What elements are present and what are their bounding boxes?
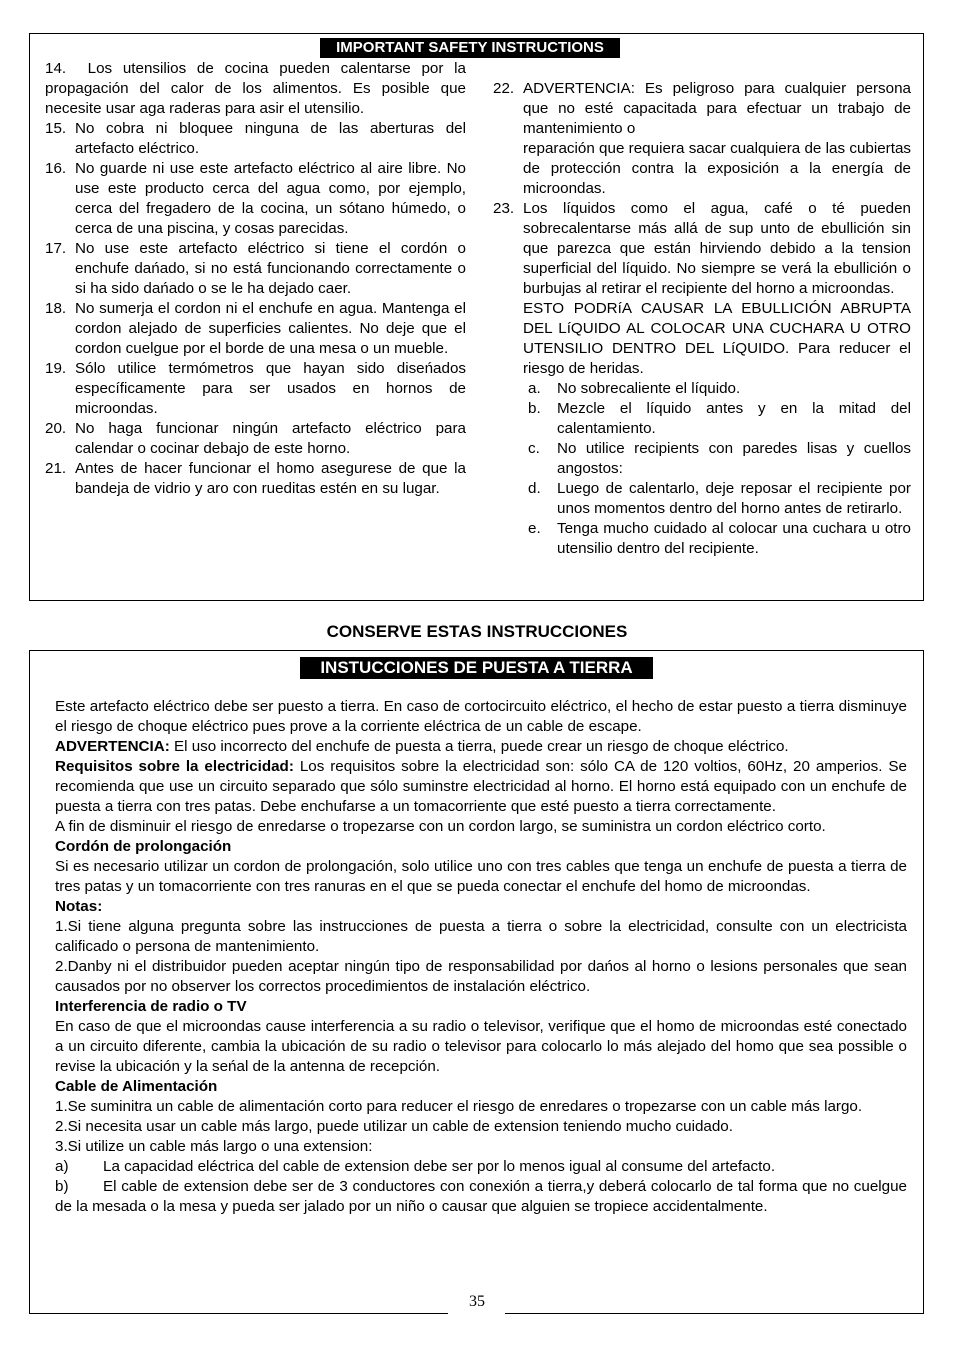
sub-item — [493, 399, 911, 439]
note-2: 2.Danby ni el distribuidor pueden aceptar ningún tipo de responsabilidad por dańos al horno o lesions personales que sean causados por no observer los correctos procedimientos de instalación eléctrico. — [55, 958, 907, 995]
item-text: Los líquidos como el agua, café o té pueden sobrecalentarse más allá de sup unto de ebullición sin que parezca que están hirviendo debido a la tension superficial del líquido. No siempre se verá la ebullición o burbujas al retirar el recipiente del horno a microondas. — [523, 200, 911, 297]
cable-item-letter: b) — [55, 1178, 69, 1195]
item-text: Los utensilios de cocina pueden calentarse por la propagación del calor de los alimentos. Es posible que necesite usar aga raderas para asir el utensilio. — [45, 60, 466, 117]
extension-heading: Cordón de prolongación — [55, 838, 232, 855]
cable-3: 3.Si utilize un cable más largo o una extension: — [55, 1138, 373, 1155]
item-number: 14. — [45, 60, 67, 77]
cable-item-text: La capacidad eléctrica del cable de extension debe ser por lo menos igual al consume del artefacto. — [103, 1158, 776, 1175]
list-item — [45, 159, 466, 239]
cable-heading: Cable de Alimentación — [55, 1078, 218, 1095]
grounding-intro: Este artefacto eléctrico debe ser puesto a tierra. En caso de cortocircuito eléctrico, el hecho de estar puesto a tierra disminuye el riesgo de choque eléctrico pues prove a la corriente eléctrica de un cable de escape. — [55, 698, 907, 735]
item-number: 19. — [45, 360, 67, 377]
sub-letter: d. — [528, 480, 541, 497]
list-item — [45, 59, 466, 119]
item-number: 15. — [45, 120, 67, 137]
sub-letter: e. — [528, 520, 541, 537]
right-column — [493, 79, 911, 559]
cable-1: 1.Se suminitra un cable de alimentación corto para reducer el riesgo de enredares o tropezarse con un cable más largo. — [55, 1098, 863, 1115]
item-text: Antes de hacer funcionar el homo asegurese de que la bandeja de vidrio y aro con rueditas estén en su lugar. — [75, 460, 466, 497]
list-item — [45, 239, 466, 299]
item-number: 21. — [45, 460, 67, 477]
safety-instructions-title: IMPORTANT SAFETY INSTRUCTIONS — [320, 38, 620, 58]
sub-item — [493, 379, 911, 399]
sub-item — [493, 519, 911, 559]
radio-heading: Interferencia de radio o TV — [55, 998, 247, 1015]
warning-label: ADVERTENCIA: — [55, 738, 170, 755]
requirements-paragraph — [55, 757, 907, 817]
sub-item — [493, 439, 911, 479]
list-item — [45, 299, 466, 359]
list-item — [45, 419, 466, 459]
sub-item — [493, 479, 911, 519]
bottom-border-left — [29, 1313, 448, 1314]
note-1: 1.Si tiene alguna pregunta sobre las instrucciones de puesta a tierra o sobre la electricidad, consulte con un electricista calificado o persona de mantenimiento. — [55, 918, 907, 955]
item-text: No cobra ni bloquee ninguna de las aberturas del artefacto eléctrico. — [75, 120, 466, 157]
radio-text: En caso de que el microondas cause interferencia a su radio o televisor, verifique que el homo de microondas esté conectado a un circuito diferente, cambia la ubicación de su radio o televisor para colocarlo lo más alejado del homo que sea possible o revise la ubicación y la seńal de la antenna de recepción. — [55, 1018, 907, 1075]
item-number: 22. — [493, 80, 515, 97]
extension-text: Si es necesario utilizar un cordon de prolongación, solo utilice uno con tres cables que tenga un enchufe de puesta a tierra de tres patas y un tomacorriente con tres ranuras en el que se pueda conectar el enchufe del homo de microondas. — [55, 858, 907, 895]
cable-item-a — [55, 1157, 907, 1177]
sub-text: Luego de calentarlo, deje reposar el recipiente por unos momentos dentro del horno antes de retirarlo. — [557, 480, 911, 517]
requirements-label: Requisitos sobre la electricidad: — [55, 758, 294, 775]
warning-paragraph — [55, 737, 907, 757]
item-text: No sumerja el cordon ni el enchufe en agua. Mantenga el cordon alejado de superficies calientes. No deje que el cordon cuelgue por el borde de una mesa o un mueble. — [75, 300, 466, 357]
list-item — [493, 199, 911, 299]
bottom-border-right — [505, 1313, 924, 1314]
item-text: No guarde ni use este artefacto eléctrico al aire libre. No use este producto cerca del agua como, por ejemplo, cerca del fregadero de la cocina, un sótano húmedo, o cerca de una piscina, y cosas parecidas. — [75, 160, 466, 237]
warning-text: El uso incorrecto del enchufe de puesta a tierra, puede crear un riesgo de choque eléctrico. — [169, 738, 789, 755]
list-item — [45, 459, 466, 499]
item-number: 16. — [45, 160, 67, 177]
item-text: No haga funcionar ningún artefacto eléctrico para calendar o cocinar debajo de este horno. — [75, 420, 466, 457]
item-number: 17. — [45, 240, 67, 257]
grounding-body — [55, 697, 907, 1217]
grounding-instructions-title: INSTUCCIONES DE PUESTA A TIERRA — [300, 657, 653, 679]
safety-instructions-box — [29, 33, 924, 601]
item-number: 18. — [45, 300, 67, 317]
sub-text: Tenga mucho cuidado al colocar una cuchara u otro utensilio dentro del recipiente. — [557, 520, 911, 557]
list-item — [493, 79, 911, 139]
item-number: 23. — [493, 200, 515, 217]
sub-text: No sobrecaliente el líquido. — [557, 380, 741, 397]
page-number: 35 — [469, 1293, 485, 1310]
cable-item-letter: a) — [55, 1158, 69, 1175]
item-text: Sólo utilice termómetros que hayan sido diseńados específicamente para ser usados en hornos de microondas. — [75, 360, 466, 417]
left-column — [45, 59, 466, 499]
cable-item-text: El cable de extension debe ser de 3 conductores con conexión a tierra,y deberá colocarlo de tal forma que no cuelgue de la mesada o la mesa y pueda ser jalado por un niño o causar que alguien se tropiece accidentalmente. — [55, 1178, 907, 1215]
cable-2: 2.Si necesita usar un cable más largo, puede utilizar un cable de extension teniendo mucho cuidado. — [55, 1118, 733, 1135]
sub-letter: a. — [528, 380, 541, 397]
item-number: 20. — [45, 420, 67, 437]
item-text: ADVERTENCIA: Es peligroso para cualquier persona que no esté capacitada para efectuar un trabajo de mantenimiento o — [523, 80, 911, 137]
caps-warning: ESTO PODRíA CAUSAR LA EBULLICIÓN ABRUPTA DEL LíQUIDO AL COLOCAR UNA CUCHARA U OTRO UTENSILIO DENTRO DEL LíQUIDO. Para reducer el riesgo de heridas. — [523, 300, 911, 377]
sub-text: No utilice recipients con paredes lisas y cuellos angostos: — [557, 440, 911, 477]
conserve-heading: CONSERVE ESTAS INSTRUCCIONES — [326, 622, 628, 641]
short-cord-paragraph: A fin de disminuir el riesgo de enredarse o tropezarse con un cordon largo, se suministra un cordon eléctrico corto. — [55, 818, 826, 835]
item-continuation: reparación que requiera sacar cualquiera de las cubiertas de protección contra la exposición a la energía de microondas. — [523, 140, 911, 197]
item-text: No use este artefacto eléctrico si tiene el cordón o enchufe dańado, si no está funcionando correctamente o si ha sido dańado o se le ha dejado caer. — [75, 240, 466, 297]
sub-letter: b. — [528, 400, 541, 417]
list-item — [45, 359, 466, 419]
sub-letter: c. — [528, 440, 540, 457]
sub-text: Mezcle el líquido antes y en la mitad del calentamiento. — [557, 400, 911, 437]
list-item — [45, 119, 466, 159]
notes-heading: Notas: — [55, 898, 103, 915]
cable-item-b — [55, 1177, 907, 1217]
requirements-text: Los requisitos sobre la electricidad son: sólo CA de 120 voltios, 60Hz, 20 amperios. Se recomienda que use un circuito separado que sólo suminstre electricidad al horno. El horno está equipado con un enchufe de puesta a tierra con tres patas. Debe enchufarse a un tomacorriente que esté puesto a tierra correctamente. — [55, 758, 907, 815]
